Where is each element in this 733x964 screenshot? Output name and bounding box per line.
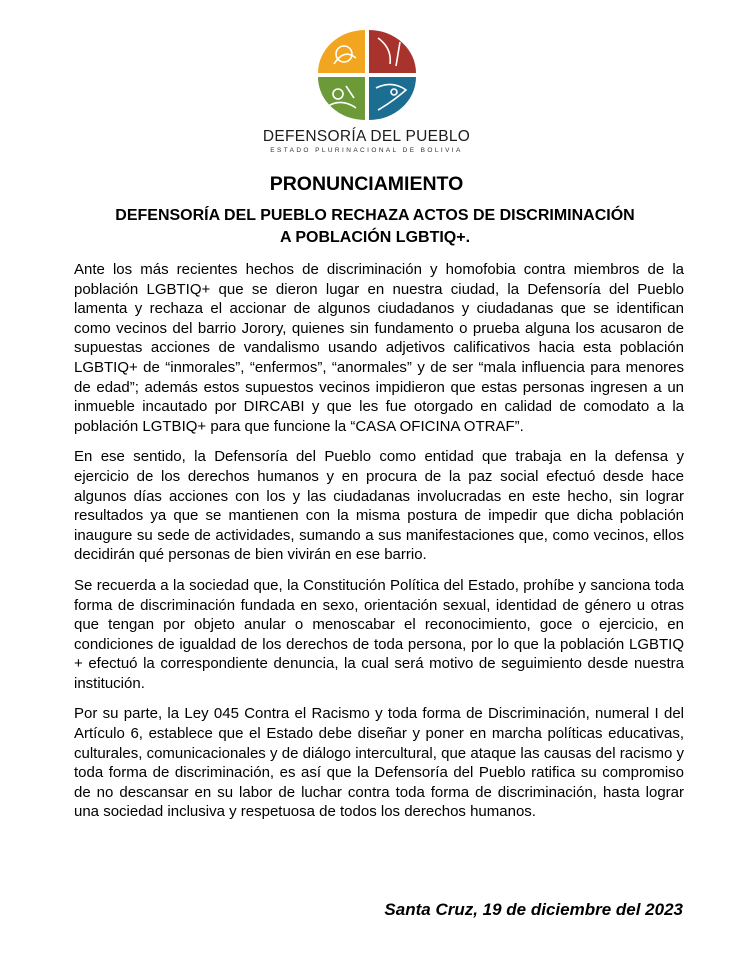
logo-quadrant-yellow <box>318 30 365 73</box>
headline-line-1: DEFENSORÍA DEL PUEBLO RECHAZA ACTOS DE DISCRIMINACIÓN <box>115 207 635 224</box>
org-name: DEFENSORÍA DEL PUEBLO <box>262 128 471 145</box>
logo-quadrant-red <box>369 30 416 73</box>
logo <box>0 28 733 154</box>
paragraph-4: Por su parte, la Ley 045 Contra el Racismo y toda forma de Discriminación, numeral I del Artículo 6, establece que el Estado debe diseñar y poner en marcha políticas educativas, culturales, comunicacionales y de diálogo intercultural, que ataque las causas del racismo y toda forma de discriminación, es así que la Defensoría del Pueblo ratifica su compromiso de no descansar en su labor de luchar contra toda forma de discriminación, hasta lograr una sociedad inclusiva y respetuosa de todos los derechos humanos. <box>74 705 684 821</box>
headline-line-2: A POBLACIÓN LGBTIQ+. <box>279 229 471 246</box>
statement-body <box>74 260 684 833</box>
org-subtitle: ESTADO PLURINACIONAL DE BOLIVIA <box>270 147 463 154</box>
headline <box>60 205 690 249</box>
paragraph-2: En ese sentido, la Defensoría del Pueblo como entidad que trabaja en la defensa y ejercicio de los derechos humanos y en procura de la paz social efectuó desde hace algunos días acciones con los y las ciudadanas involucradas en este hecho, sin lograr resultados ya que se mantienen con la misma postura de impedir que dicha población inaugure su sede de actividades, sumando a sus manifestaciones que, como vecinos, ellos decidirán qué personas de bien vivirán en ese barrio. <box>74 448 684 564</box>
paragraph-1: Ante los más recientes hechos de discriminación y homofobia contra miembros de la población LGBTIQ+ que se dieron lugar en nuestra ciudad, la Defensoría del Pueblo lamenta y rechaza el accionar de algunos ciudadanos y ciudadanas que se identifican como vecinos del barrio Jorory, quienes sin fundamento o prueba alguna los acusaron de supuestas acciones de vandalismo usando adjetivos calificativos hacia esta población LGBTIQ+ de “inmorales”, “enfermos”, “anormales” y de ser “mala influencia para menores de edad”; además estos supuestos vecinos impidieron que estas personas ingresen a un inmueble incautado por DIRCABI y que les fue otorgado en calidad de comodato a la población LGTBIQ+ para que funcione la “CASA OFICINA OTRAF”. <box>74 261 684 435</box>
defensoria-emblem-icon <box>316 28 418 122</box>
paragraph-3: Se recuerda a la sociedad que, la Constitución Política del Estado, prohíbe y sanciona toda forma de discriminación fundada en sexo, orientación sexual, identidad de género u otras que tengan por objeto anular o menoscabar el reconocimiento, goce o ejercicio, en condiciones de igualdad de los derechos de toda persona, por lo que la población LGBTIQ + efectuó la correspondiente denuncia, la cual será motivo de seguimiento desde nuestra institución. <box>74 576 684 692</box>
logo-quadrant-blue <box>369 77 416 120</box>
page-title: PRONUNCIAMIENTO <box>269 173 464 195</box>
place-date-signoff: Santa Cruz, 19 de diciembre del 2023 <box>384 900 683 919</box>
